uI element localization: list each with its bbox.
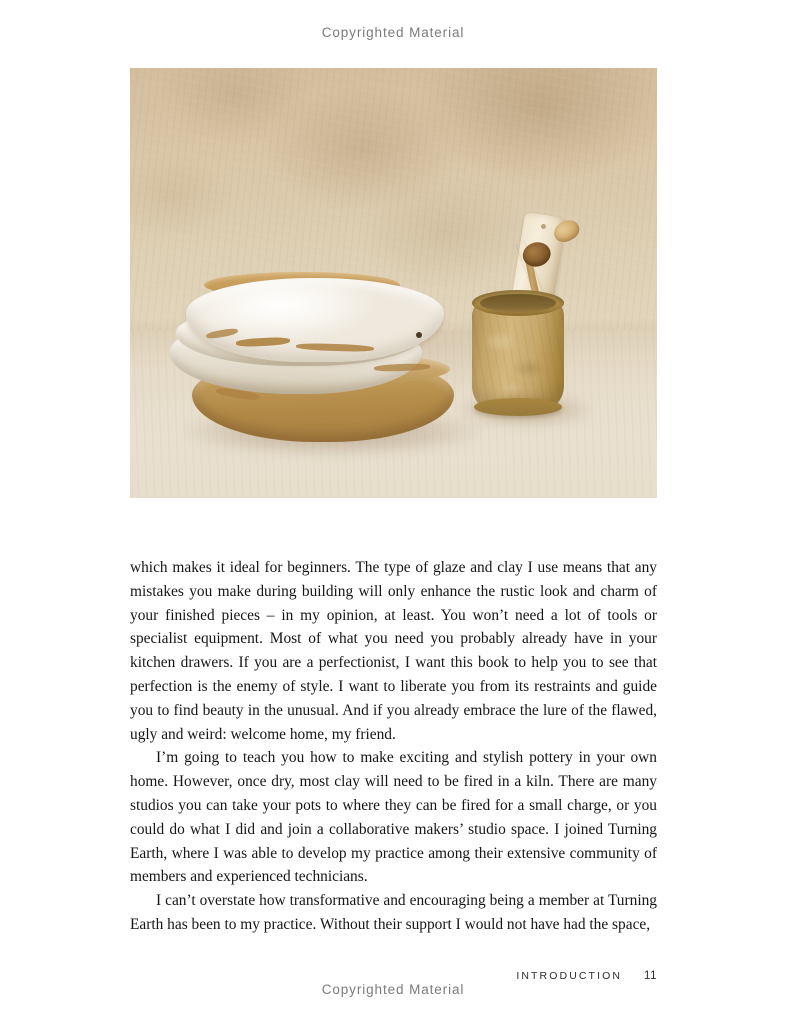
page-number: 11 [644, 970, 657, 982]
body-text-column [130, 556, 657, 937]
footer-section-label: INTRODUCTION [516, 970, 623, 982]
body-paragraph: I’m going to teach you how to make exciting and stylish pottery in your own home. However, once dry, most clay will need to be fired in a kiln. There are many studios you can take your pots to where they can be fired for a small charge, or you could do what I did and join a collaborative makers’ studio space. I joined Turning Earth, where I was able to develop my practice among their extensive community of members and experienced technicians. [130, 749, 657, 886]
clay-cup-body [472, 300, 564, 410]
body-paragraph: I can’t overstate how transformative and encouraging being a member at Turning Earth has been to my practice. Without their support I would not have had the space, [130, 892, 657, 933]
cup-surface-texture [472, 300, 564, 410]
clay-cup-interior [480, 294, 556, 312]
glaze-pinhole [416, 332, 422, 338]
body-paragraph: which makes it ideal for beginners. The type of glaze and clay I use means that any mistakes you make during building will only enhance the rustic look and charm of your finished pieces – in my opinion, at least. You won’t need a lot of tools or specialist equipment. Most of what you need you probably already have in your kitchen drawers. If you are a perfectionist, I want this book to help you to see that perfection is the enemy of style. I want to liberate you from its restraints and guide you to find beauty in the unusual. And if you already embrace the lure of the flawed, ugly and weird: welcome home, my friend. [130, 559, 657, 743]
copyright-watermark-top: Copyrighted Material [321, 25, 465, 40]
photo-scene [130, 68, 657, 498]
copyright-watermark-bottom: Copyrighted Material [321, 982, 465, 997]
running-footer [130, 970, 657, 982]
pottery-photograph [130, 68, 657, 498]
clay-cup-base [474, 398, 562, 416]
